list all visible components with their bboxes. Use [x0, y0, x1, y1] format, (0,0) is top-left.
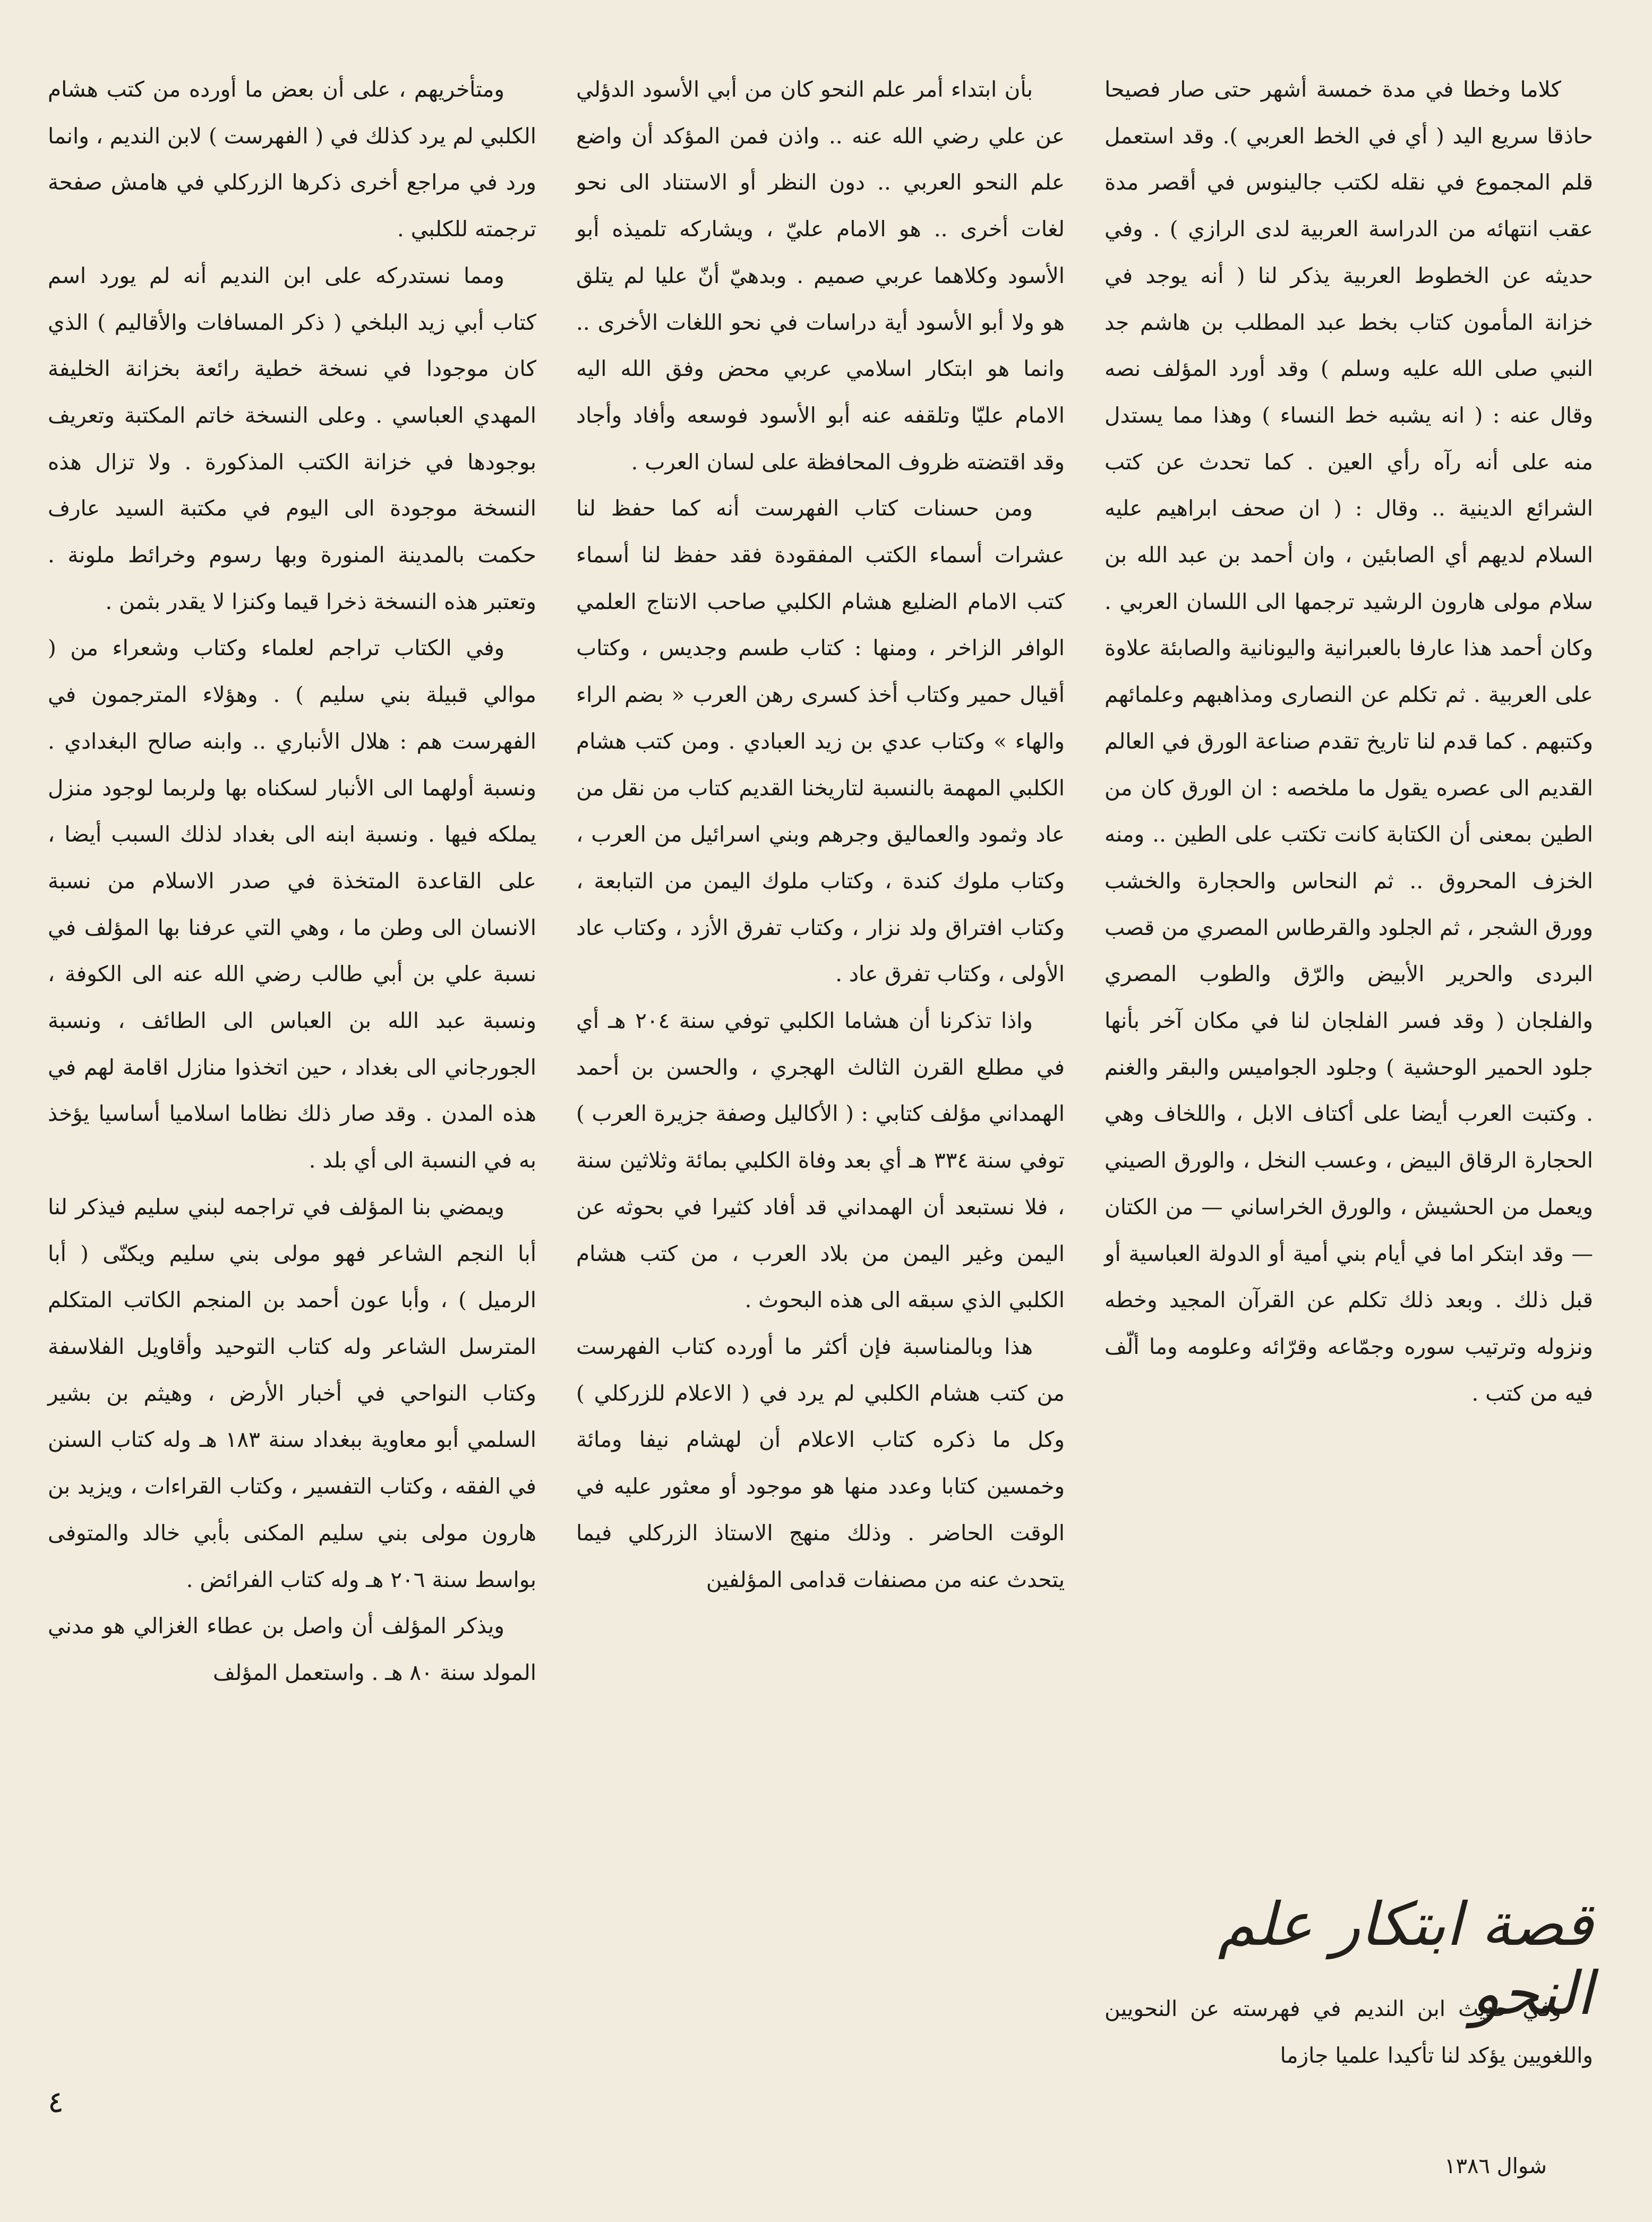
article-column-right	[1105, 66, 1593, 1417]
article-paragraph: وفي الكتاب تراجم لعلماء وكتاب وشعراء من ( موالي قبيلة بني سليم ) . وهؤلاء المترجمون في الفهرست هم : هلال الأنباري .. وابنه صالح البغدادي . ونسبة أولهما الى الأنبار لسكناه بها ولربما لوجود منزل يملكه فيها . ونسبة ابنه الى بغداد لذلك السبب أيضا ، على القاعدة المتخذة في صدر الاسلام من نسبة الانسان الى وطن ما ، وهي التي عرفنا بها المؤلف في نسبة علي بن أبي طالب رضي الله عنه الى الكوفة ، ونسبة عبد الله بن العباس الى الطائف ، ونسبة الجورجاني الى بغداد ، حين اتخذوا منازل اقامة لهم في هذه المدن . وقد صار ذلك نظاما اسلاميا أساسيا يؤخذ به في النسبة الى أي بلد .	[48, 635, 536, 1173]
article-column-middle	[576, 66, 1065, 1603]
article-paragraph: ومما نستدركه على ابن النديم أنه لم يورد اسم كتاب أبي زيد البلخي ( ذكر المسافات والأقاليم ) الذي كان موجودا في نسخة خطية رائعة بخزانة الخليفة المهدي العباسي . وعلى النسخة خاتم المكتبة وتعريف بوجودها في خزانة الكتب المذكورة . ولا تزال هذه النسخة موجودة الى اليوم في مكتبة السيد عارف حكمت بالمدينة المنورة وبها رسوم وخرائط ملونة . وتعتبر هذه النسخة ذخرا قيما وكنزا لا يقدر بثمن .	[48, 262, 536, 614]
article-column-right-tail	[1105, 1986, 1593, 2079]
page-number: ٤	[48, 2085, 64, 2120]
article-paragraph: ويذكر المؤلف أن واصل بن عطاء الغزالي هو مدني المولد سنة ٨٠ هـ . واستعمل المؤلف	[48, 1613, 536, 1685]
article-paragraph: ويمضي بنا المؤلف في تراجمه لبني سليم فيذكر لنا أبا النجم الشاعر فهو مولى بني سليم ويكنّى ( أبا الرميل ) ، وأبا عون أحمد بن المنجم الكاتب المتكلم المترسل الشاعر وله كتاب التوحيد وأقاويل الفلاسفة وكتاب النواحي في أخبار الأرض ، وهيثم بن بشير السلمي أبو معاوية ببغداد سنة ١٨٣ هـ وله كتاب السنن في الفقه ، وكتاب التفسير ، وكتاب القراءات ، ويزيد بن هارون مولى بني سليم المكنى بأبي خالد والمتوفى بواسط سنة ٢٠٦ هـ وله كتاب الفرائض .	[48, 1194, 536, 1592]
article-paragraph: وفي حديث ابن النديم في فهرسته عن النحويين واللغويين يؤكد لنا تأكيدا علميا جازما	[1105, 1996, 1593, 2068]
article-paragraph: ومتأخريهم ، على أن بعض ما أورده من كتب هشام الكلبي لم يرد كذلك في ( الفهرست ) لابن النديم ، وانما ورد في مراجع أخرى ذكرها الزركلي في هامش صفحة ترجمته للكلبي .	[48, 76, 536, 242]
article-paragraph: بأن ابتداء أمر علم النحو كان من أبي الأسود الدؤلي عن علي رضي الله عنه .. واذن فمن المؤكد أن واضع علم النحو العربي .. دون النظر أو الاستناد الى نحو لغات أخرى .. هو الامام عليّ ، ويشاركه تلميذه أبو الأسود وكلاهما عربي صميم . وبدهيّ أنّ عليا لم يتلق هو ولا أبو الأسود أية دراسات في نحو اللغات الأخرى .. وانما هو ابتكار اسلامي عربي محض وفق الله اليه الامام عليّا وتلقفه عنه أبو الأسود فوسعه وأفاد وأجاد وقد اقتضته ظروف المحافظة على لسان العرب .	[576, 76, 1065, 475]
article-paragraph: ومن حسنات كتاب الفهرست أنه كما حفظ لنا عشرات أسماء الكتب المفقودة فقد حفظ لنا أسماء كتب الامام الضليع هشام الكلبي صاحب الانتاج العلمي الوافر الزاخر ، ومنها : كتاب طسم وجديس ، وكتاب أقيال حمير وكتاب أخذ كسرى رهن العرب « بضم الراء والهاء » وكتاب عدي بن زيد العبادي . ومن كتب هشام الكلبي المهمة بالنسبة لتاريخنا القديم كتاب من نقل من عاد وثمود والعماليق وجرهم وبني اسرائيل من العرب ، وكتاب ملوك كندة ، وكتاب ملوك اليمن من التبابعة ، وكتاب افتراق ولد نزار ، وكتاب تفرق الأزد ، وكتاب عاد الأولى ، وكتاب تفرق عاد .	[576, 495, 1065, 987]
article-paragraph: واذا تذكرنا أن هشاما الكلبي توفي سنة ٢٠٤ هـ أي في مطلع القرن الثالث الهجري ، والحسن بن أحمد الهمداني مؤلف كتابي : ( الأكاليل وصفة جزيرة العرب ) توفي سنة ٣٣٤ هـ أي بعد وفاة الكلبي بمائة وثلاثين سنة ، فلا نستبعد أن الهمداني قد أفاد كثيرا في بحوثه عن اليمن وغير اليمن من بلاد العرب ، من كتب هشام الكلبي الذي سبقه الى هذه البحوث .	[576, 1008, 1065, 1313]
issue-date: شوال ١٣٨٦	[1444, 2154, 1547, 2178]
section-heading: قصة ابتكار علم النحو	[1218, 1890, 1593, 2028]
article-paragraph: كلاما وخطا في مدة خمسة أشهر حتى صار فصيحا حاذقا سريع اليد ( أي في الخط العربي ). وقد استعمل قلم المجموع في نقله لكتب جالينوس في أقصر مدة عقب انتهائه من الدراسة العربية لدى الرازي ) . وفي حديثه عن الخطوط العربية يذكر لنا ( أنه يوجد في خزانة المأمون كتاب بخط عبد المطلب بن هاشم جد النبي صلى الله عليه وسلم ) وقد أورد المؤلف نصه وقال عنه : ( انه يشبه خط النساء ) وهذا مما يستدل منه على أنه رآه رأي العين . كما تحدث عن كتب الشرائع الدينية .. وقال : ( ان صحف ابراهيم عليه السلام لديهم أي الصابئين ، وان أحمد بن عبد الله بن سلام مولى هارون الرشيد ترجمها الى اللسان العربي . وكان أحمد هذا عارفا بالعبرانية واليونانية والصابئة علاوة على العربية . ثم تكلم عن النصارى ومذاهبهم وعلمائهم وكتبهم . كما قدم لنا تاريخ تقدم صناعة الورق في العالم القديم الى عصره يقول ما ملخصه : ان الورق كان من الطين بمعنى أن الكتابة كانت تكتب على الطين .. ومنه الخزف المحروق .. ثم النحاس والحجارة والخشب وورق الشجر ، ثم الجلود والقرطاس المصري من قصب البردى والحرير الأبيض والرّق والطوب المصري والفلجان ( وقد فسر الفلجان لنا في مكان آخر بأنها جلود الحمير الوحشية ) وجلود الجواميس والبقر والغنم . وكتبت العرب أيضا على أكتاف الابل ، واللخاف وهي الحجارة الرقاق البيض ، وعسب النخل ، والورق الصيني ويعمل من الحشيش ، والورق الخراساني — من الكتان — وقد ابتكر اما في أيام بني أمية أو الدولة العباسية أو قبل ذلك . وبعد ذلك تكلم عن القرآن المجيد وخطه ونزوله وترتيب سوره وجمّاعه وقرّائه وعلومه وما ألّف فيه من كتب .	[1105, 76, 1593, 1406]
article-column-left	[48, 66, 536, 1696]
article-paragraph: هذا وبالمناسبة فإن أكثر ما أورده كتاب الفهرست من كتب هشام الكلبي لم يرد في ( الاعلام للزركلي ) وكل ما ذكره كتاب الاعلام أن لهشام نيفا ومائة وخمسين كتابا وعدد منها هو موجود أو معثور عليه في الوقت الحاضر . وذلك منهج الاستاذ الزركلي فيما يتحدث عنه من مصنفات قدامى المؤلفين	[576, 1333, 1065, 1592]
